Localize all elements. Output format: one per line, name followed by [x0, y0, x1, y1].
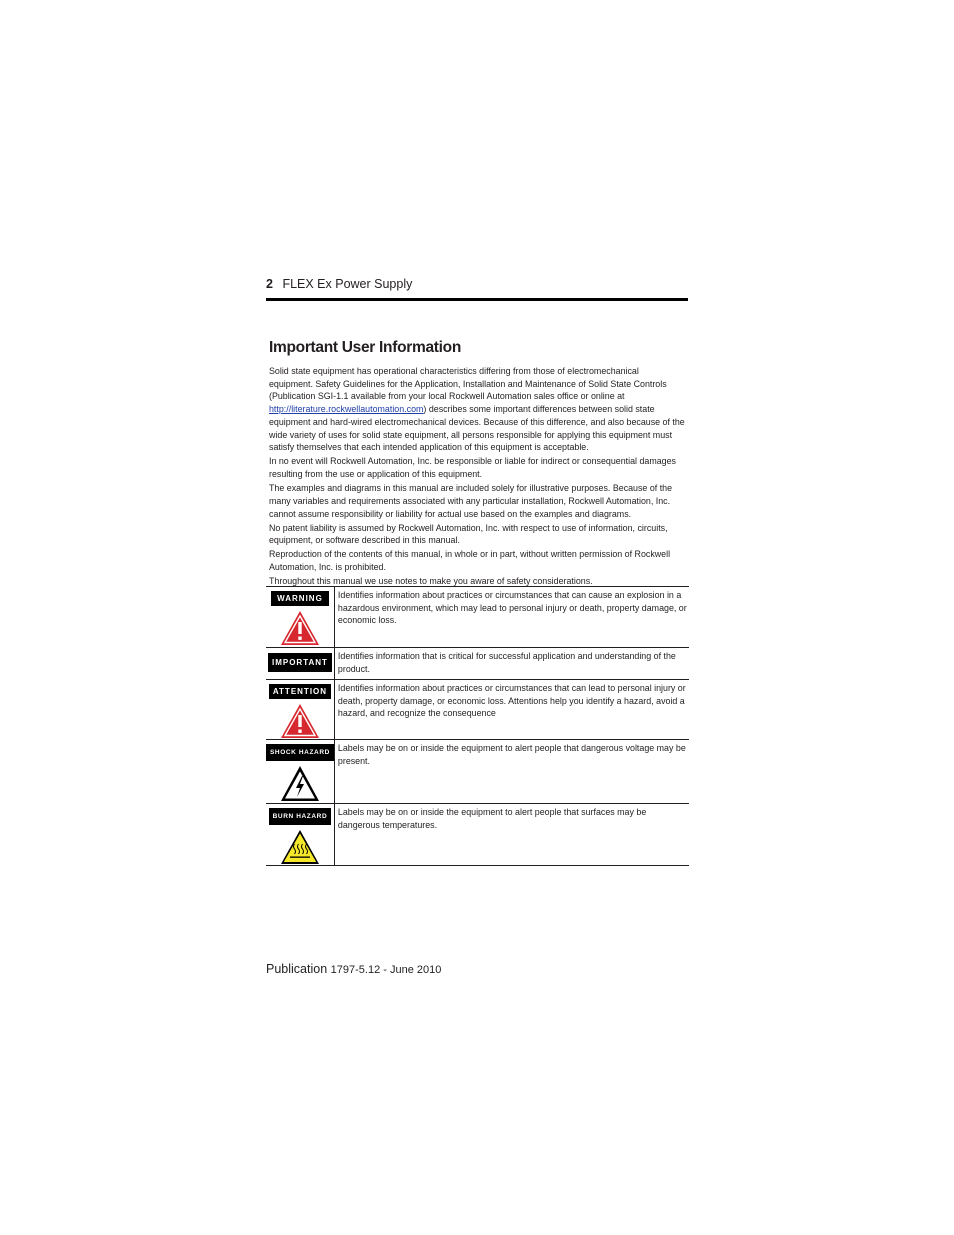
attention-triangle-icon — [280, 703, 320, 739]
paragraph-notes-intro: Throughout this manual we use notes to make you aware of safety considerations. — [269, 576, 593, 587]
section-title: Important User Information — [269, 339, 461, 356]
paragraph-solid-state — [269, 365, 685, 454]
note-description: Labels may be on or inside the equipment to alert people that surfaces may be dangerous temperatures. — [337, 807, 647, 830]
note-description: Identifies information that is critical for successful application and understanding of the product. — [337, 651, 676, 674]
paragraph-examples: The examples and diagrams in this manual are included solely for illustrative purposes. Because of the many variables and requirements associated with any particular installation, Rockwell Automation, Inc. cannot assume responsibility or liability for actual use based on the examples and diagrams. — [269, 483, 673, 519]
shock-hazard-icon — [280, 765, 320, 802]
publication-number: 1797-5.12 - June 2010 — [330, 964, 442, 976]
paragraph-patent: No patent liability is assumed by Rockwell Automation, Inc. with respect to use of information, circuits, equipment, or software described in this manual. — [269, 522, 668, 546]
important-badge: IMPORTANT — [268, 653, 332, 672]
footer-label: Publication — [266, 962, 328, 976]
burn-hazard-icon — [280, 829, 320, 865]
burn-hazard-badge: BURN HAZARD — [269, 808, 332, 825]
paragraph-reproduction: Reproduction of the contents of this manual, in whole or in part, without written permission of Rockwell Automation, Inc. is prohibited. — [269, 549, 671, 573]
page-header — [266, 276, 688, 298]
note-label-cell — [266, 648, 334, 680]
paragraph-text: ) describes some important differences between solid state equipment and hard-wired electromechanical devices. Because of this difference, and also because of the wide variety of uses for solid state equipment, all persons responsible for applying this equipment must satisfy themselves that each intended application of this equipment is acceptable. — [269, 404, 685, 453]
note-row-shock-hazard — [266, 740, 689, 804]
note-label-cell — [266, 680, 334, 740]
attention-badge: ATTENTION — [269, 684, 331, 699]
paragraph-text: Solid state equipment has operational characteristics differing from those of electromechanical equipment. Safety Guidelines for the Application, Installation and Maintenance of Solid State Controls (Publication SGI-1.1 available from your local Rockwell Automation sales office or online at — [269, 366, 667, 402]
note-description: Identifies information about practices or circumstances that can lead to personal injury or death, property damage, or economic loss. Attentions help you identify a hazard, avoid a hazard, and recognize the consequence — [337, 683, 686, 719]
note-description: Identifies information about practices or circumstances that can cause an explosion in a hazardous environment, which may lead to personal injury or death, property damage, or economic loss. — [337, 590, 687, 626]
note-description: Labels may be on or inside the equipment to alert people that dangerous voltage may be present. — [337, 743, 686, 766]
paragraph-liability: In no event will Rockwell Automation, Inc. be responsible or liable for indirect or consequential damages resulting from the use or application of this equipment. — [269, 456, 676, 480]
shock-hazard-badge: SHOCK HAZARD — [266, 744, 334, 761]
body-text — [269, 365, 685, 589]
note-row-warning — [266, 587, 689, 648]
note-row-attention — [266, 680, 689, 740]
literature-link[interactable]: http://literature.rockwellautomation.com — [269, 404, 424, 415]
note-row-burn-hazard — [266, 804, 689, 866]
header-rule — [266, 298, 688, 301]
page-number: 2 — [266, 277, 273, 291]
note-row-important — [266, 648, 689, 680]
warning-badge: WARNING — [271, 591, 329, 606]
safety-notes-table — [266, 586, 689, 866]
page-footer — [266, 961, 441, 978]
warning-triangle-icon — [280, 610, 320, 646]
document-title: FLEX Ex Power Supply — [282, 277, 413, 291]
note-label-cell — [266, 740, 334, 804]
note-label-cell — [266, 587, 334, 648]
note-label-cell — [266, 804, 334, 866]
